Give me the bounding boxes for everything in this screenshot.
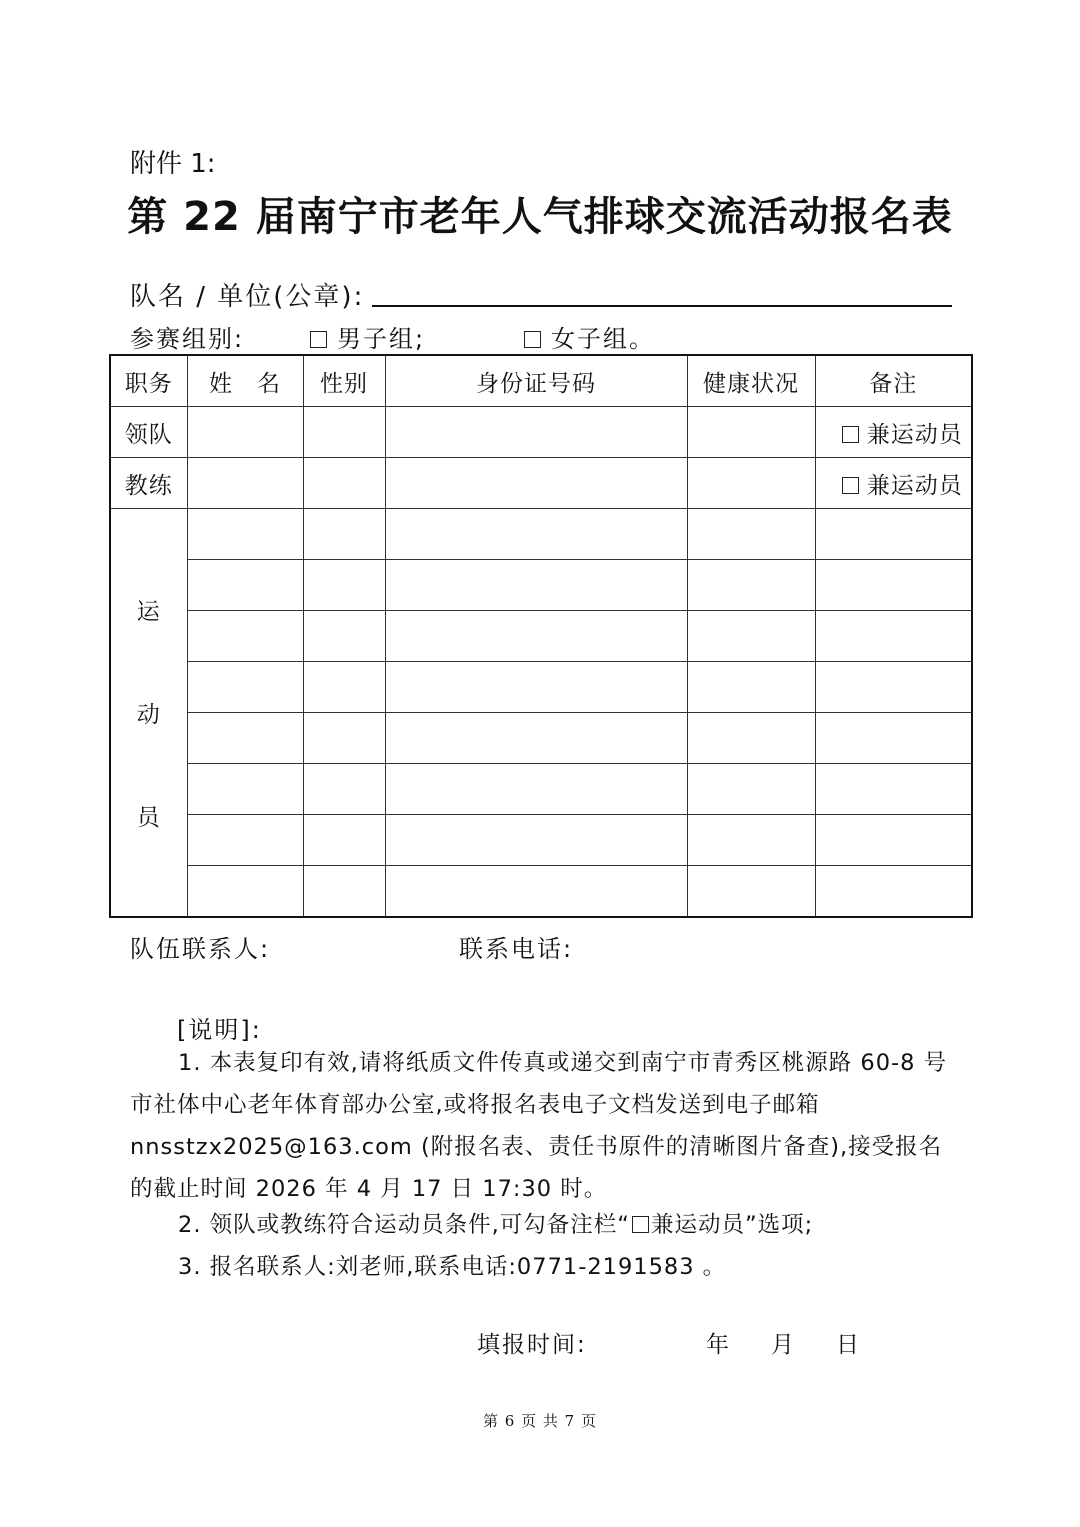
table-cell[interactable] — [303, 458, 385, 509]
checkbox-icon[interactable] — [310, 331, 327, 348]
table-cell[interactable] — [815, 509, 972, 560]
athlete-row — [110, 713, 972, 764]
remark-option-label: 兼运动员 — [866, 421, 963, 448]
table-cell[interactable] — [687, 611, 815, 662]
table-cell[interactable] — [815, 815, 972, 866]
athlete-char: 员 — [136, 805, 161, 831]
header-gender: 性别 — [303, 355, 385, 407]
note-item-2-post: 兼运动员”选项; — [650, 1212, 814, 1238]
checkbox-icon[interactable] — [842, 477, 859, 494]
checkbox-icon[interactable] — [524, 331, 541, 348]
group-label: 参赛组别: — [130, 325, 245, 353]
registration-table — [109, 354, 973, 918]
table-cell[interactable] — [385, 611, 687, 662]
table-cell[interactable] — [303, 866, 385, 918]
leader-row — [110, 407, 972, 458]
fill-time-label: 填报时间: — [477, 1332, 587, 1358]
group-female-option[interactable] — [524, 319, 655, 354]
note-item-1: 1. 本表复印有效,请将纸质文件传真或递交到南宁市青秀区桃源路 60-8 号市社体中心老年体育部办公室,或将报名表电子文档发送到电子邮箱 nnsstzx2025@163.com (附报名表、责任书原件的清晰图片备查),接受报名的截止时间 2026 年 4 月 17 日 17:30 时。 — [130, 1050, 948, 1202]
note-item-2 — [178, 1204, 1000, 1246]
table-cell[interactable] — [815, 764, 972, 815]
note-item-3: 3. 报名联系人:刘老师,联系电话:0771-2191583 。 — [178, 1254, 727, 1280]
header-id-number: 身份证号码 — [385, 355, 687, 407]
table-cell[interactable] — [385, 458, 687, 509]
table-cell[interactable] — [687, 662, 815, 713]
table-cell[interactable] — [815, 560, 972, 611]
leader-label: 领队 — [110, 407, 187, 458]
table-cell[interactable] — [303, 407, 385, 458]
table-cell[interactable] — [187, 560, 303, 611]
table-cell[interactable] — [187, 713, 303, 764]
header-role: 职务 — [110, 355, 187, 407]
group-male-label: 男子组; — [337, 325, 426, 353]
table-cell[interactable] — [303, 815, 385, 866]
header-remark: 备注 — [815, 355, 972, 407]
fill-year-label: 年 — [706, 1332, 729, 1358]
table-cell[interactable] — [385, 713, 687, 764]
athlete-label — [110, 509, 187, 918]
table-cell[interactable] — [187, 866, 303, 918]
table-cell[interactable] — [303, 713, 385, 764]
table-cell[interactable] — [187, 662, 303, 713]
table-cell[interactable] — [385, 662, 687, 713]
table-cell[interactable] — [385, 560, 687, 611]
group-male-option[interactable] — [310, 319, 425, 354]
notes-heading: [说明]: — [177, 1016, 262, 1044]
attachment-label: 附件 1: — [130, 149, 216, 179]
page-footer: 第 6 页 共 7 页 — [483, 1412, 597, 1430]
leader-remark[interactable] — [815, 407, 972, 458]
athlete-row — [110, 560, 972, 611]
athlete-char: 运 — [136, 599, 161, 625]
group-female-label: 女子组。 — [551, 325, 655, 353]
table-cell[interactable] — [687, 458, 815, 509]
table-cell[interactable] — [687, 407, 815, 458]
table-cell[interactable] — [187, 764, 303, 815]
table-cell[interactable] — [385, 407, 687, 458]
athlete-row — [110, 866, 972, 918]
table-cell[interactable] — [385, 509, 687, 560]
table-cell[interactable] — [687, 713, 815, 764]
team-name-field[interactable] — [372, 305, 952, 307]
table-cell[interactable] — [687, 815, 815, 866]
note-item-2-pre: 2. 领队或教练符合运动员条件,可勾备注栏“ — [178, 1212, 630, 1238]
table-cell[interactable] — [687, 764, 815, 815]
table-cell[interactable] — [815, 866, 972, 918]
table-cell[interactable] — [815, 662, 972, 713]
table-header-row — [110, 355, 972, 407]
table-cell[interactable] — [815, 713, 972, 764]
athlete-row — [110, 764, 972, 815]
athlete-row — [110, 662, 972, 713]
phone-label: 联系电话: — [459, 935, 574, 963]
table-cell[interactable] — [303, 662, 385, 713]
fill-day-label: 日 — [836, 1332, 859, 1358]
table-cell[interactable] — [385, 815, 687, 866]
table-cell[interactable] — [687, 866, 815, 918]
table-cell[interactable] — [187, 407, 303, 458]
table-cell[interactable] — [815, 611, 972, 662]
table-cell[interactable] — [187, 458, 303, 509]
remark-option-label: 兼运动员 — [866, 472, 963, 499]
coach-remark[interactable] — [815, 458, 972, 509]
athlete-row — [110, 815, 972, 866]
table-cell[interactable] — [303, 764, 385, 815]
header-health: 健康状况 — [687, 355, 815, 407]
team-contact-label: 队伍联系人: — [130, 935, 271, 963]
table-cell[interactable] — [303, 560, 385, 611]
table-cell[interactable] — [303, 611, 385, 662]
table-cell[interactable] — [303, 509, 385, 560]
table-cell[interactable] — [385, 764, 687, 815]
coach-row — [110, 458, 972, 509]
checkbox-icon[interactable] — [842, 426, 859, 443]
athlete-char: 动 — [136, 702, 161, 728]
header-name: 姓 名 — [187, 355, 303, 407]
table-cell[interactable] — [187, 815, 303, 866]
checkbox-icon — [632, 1216, 649, 1233]
form-title: 第 22 届南宁市老年人气排球交流活动报名表 — [127, 194, 953, 240]
table-cell[interactable] — [187, 509, 303, 560]
table-cell[interactable] — [687, 560, 815, 611]
table-cell[interactable] — [687, 509, 815, 560]
table-cell[interactable] — [385, 866, 687, 918]
athlete-row — [110, 611, 972, 662]
fill-month-label: 月 — [771, 1332, 794, 1358]
table-cell[interactable] — [187, 611, 303, 662]
athlete-row — [110, 509, 972, 560]
team-label: 队名 / 单位(公章): — [130, 282, 365, 312]
coach-label: 教练 — [110, 458, 187, 509]
